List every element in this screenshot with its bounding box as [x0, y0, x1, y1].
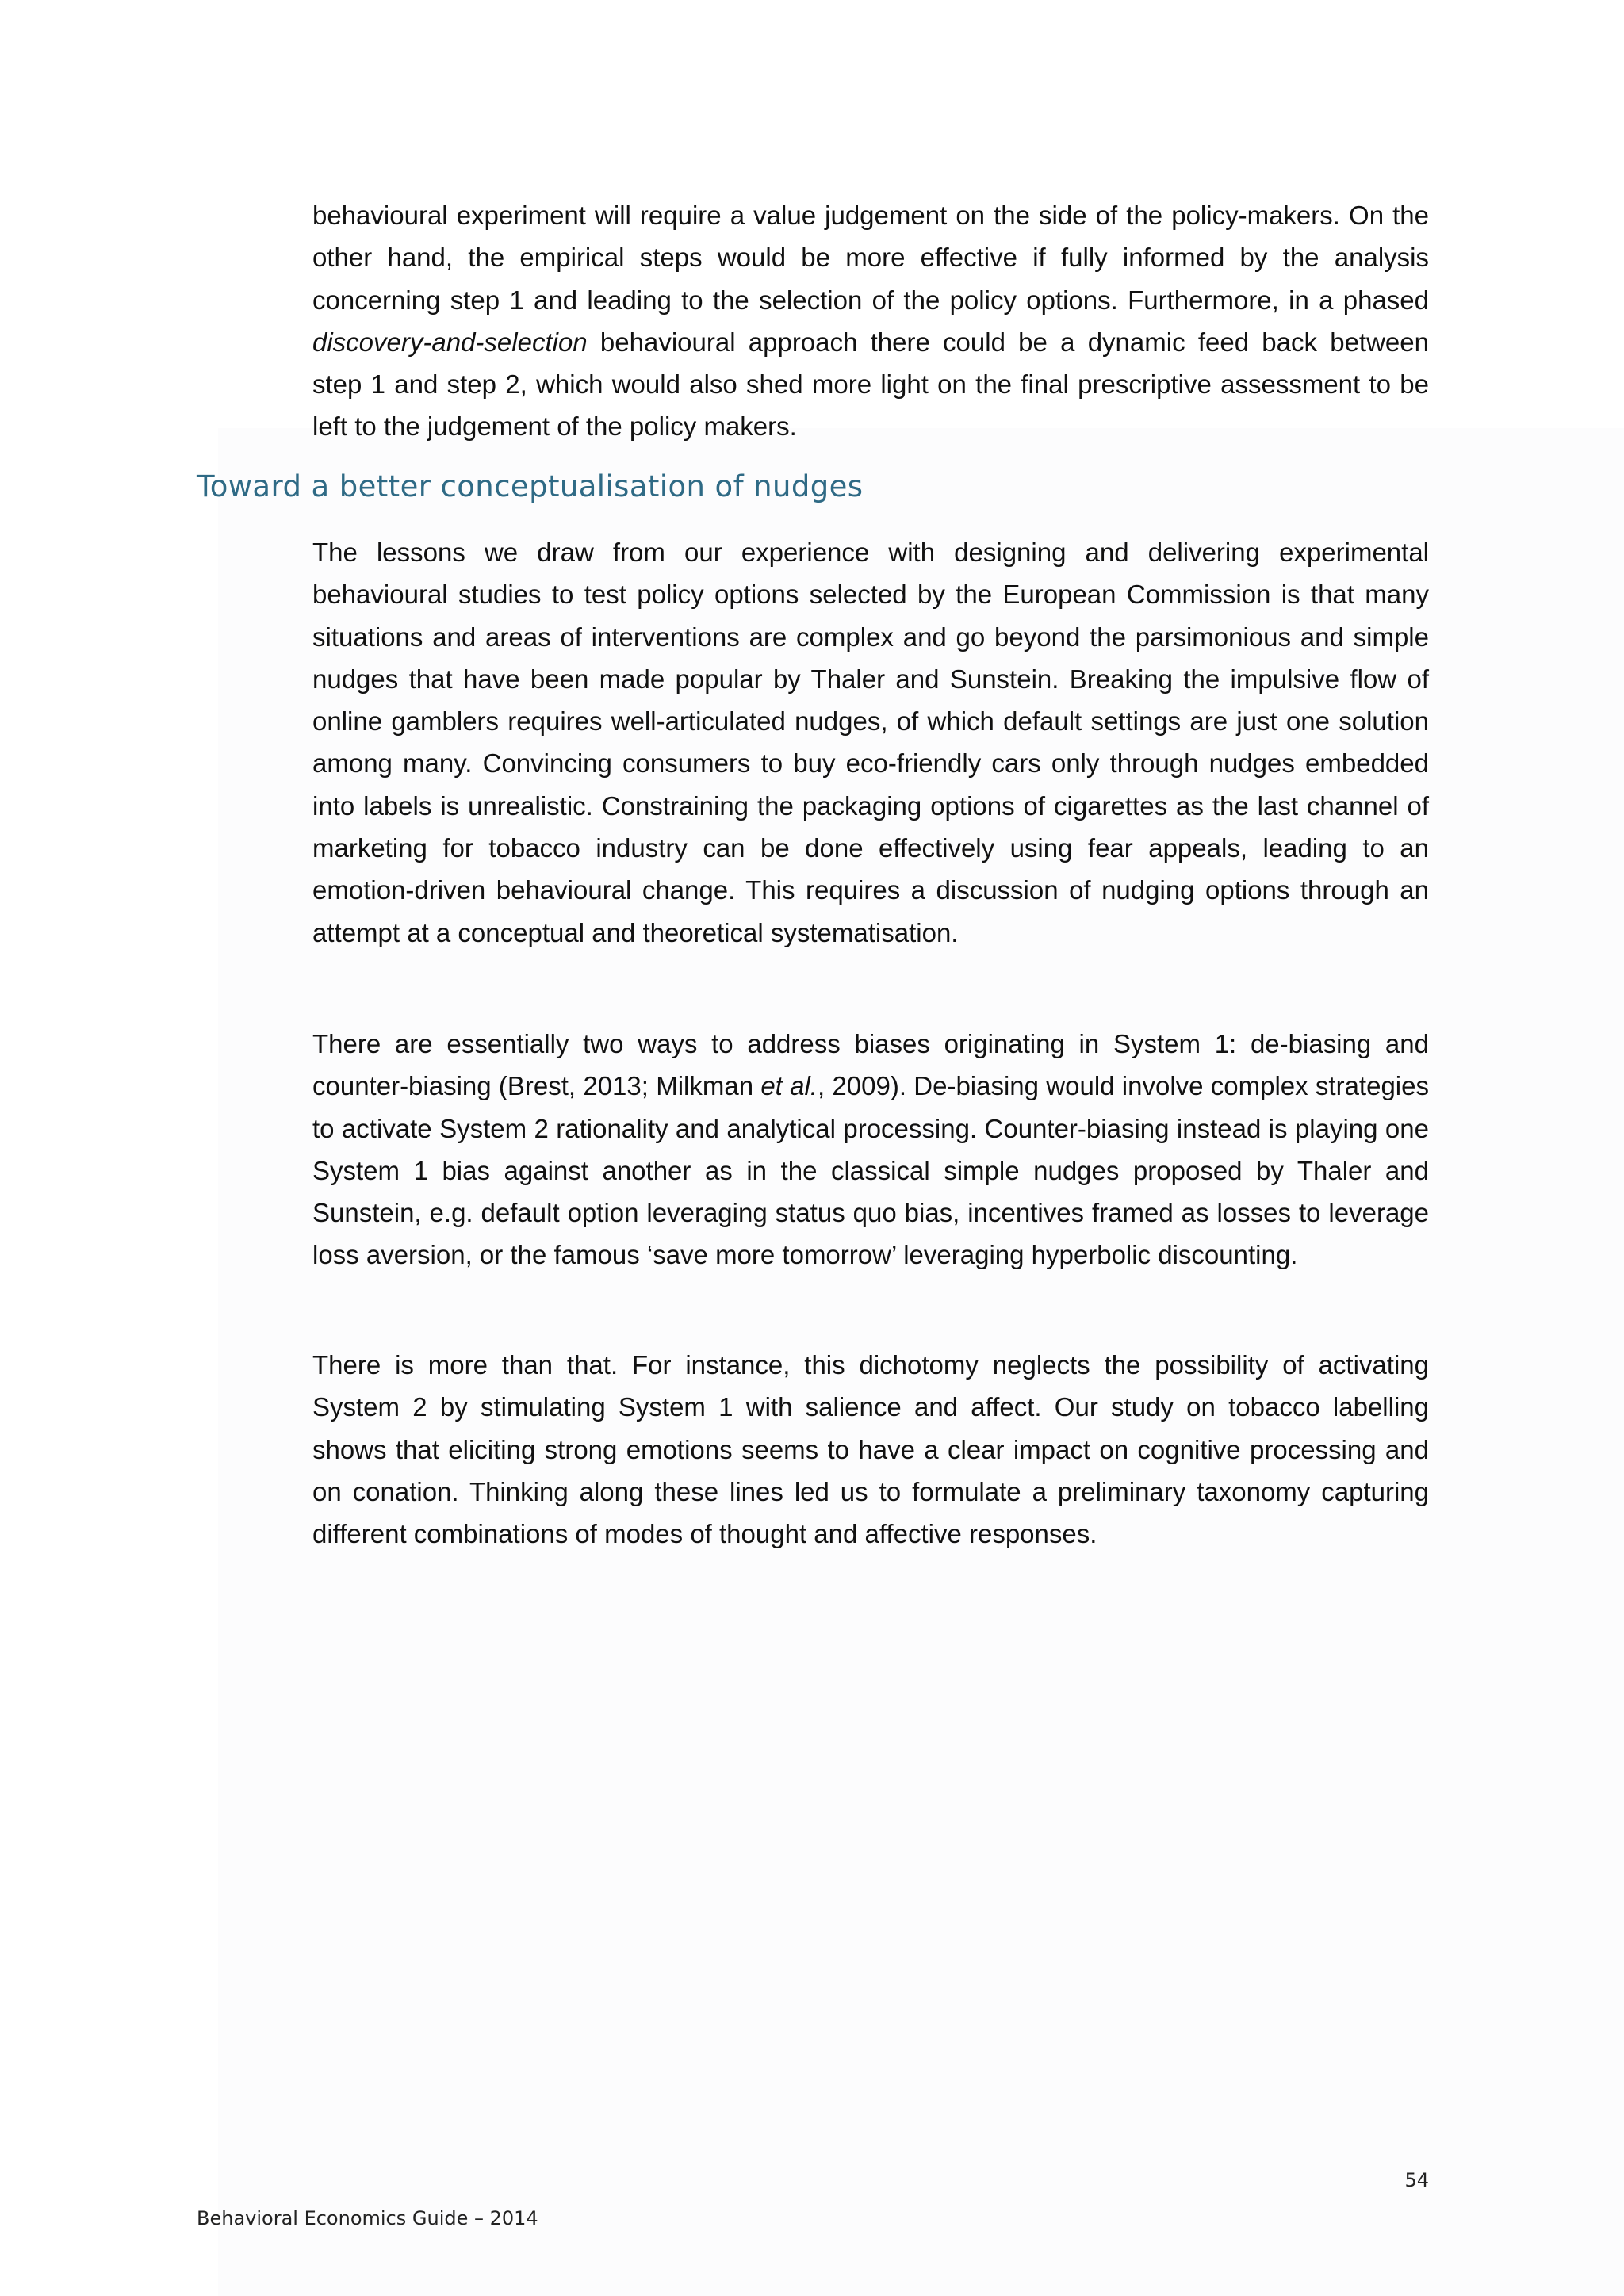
paragraph-lessons: [312, 531, 1429, 954]
paragraph-continuation: [312, 194, 1429, 448]
paragraph-more-text: There is more than that. For instance, this dichotomy neglects the possibility of activating System 2 by stimulating System 1 with salience and affect. Our study on tobacco labelling shows that eliciting strong emotions seems to have a clear impact on cognitive processing and on conation. Thinking along these lines led us to formulate a preliminary taxonomy capturing different combinations of modes of thought and affective responses.: [312, 1350, 1429, 1549]
footer-text: Behavioral Economics Guide – 2014: [197, 2207, 538, 2229]
paragraph-lessons-text: The lessons we draw from our experience with designing and delivering experimental behavioural studies to test policy options selected by the European Commission is that many situations and areas of interventions are complex and go beyond the parsimonious and simple nudges that have been made popular by Thaler and Sunstein. Breaking the impulsive flow of online gamblers requires well-articulated nudges, of which default settings are just one solution among many. Convincing consumers to buy eco-friendly cars only through nudges embedded into labels is unrealistic. Constraining the packaging options of cigarettes as the last channel of marketing for tobacco industry can be done effectively using fear appeals, leading to an emotion-driven behavioural change. This requires a discussion of nudging options through an attempt at a conceptual and theoretical systematisation.: [312, 538, 1429, 947]
page-number: 54: [1404, 2169, 1429, 2191]
paragraph-biases: [312, 1023, 1429, 1276]
paragraph-continuation-text-b: behavioural approach there could be a dynamic feed back between step 1 and step 2, which would also shed more light on the final prescriptive assessment to be left to the judgement of the policy makers.: [312, 327, 1429, 442]
section-heading: Toward a better conceptualisation of nudges: [197, 469, 864, 503]
paragraph-biases-text-a: There are essentially two ways to address biases originating in System 1: de-biasing and counter-biasing (Brest, 2013; Milkman: [312, 1029, 1429, 1101]
paragraph-biases-emphasis: et al.: [760, 1071, 818, 1101]
paragraph-biases-text-b: , 2009). De-biasing would involve complex strategies to activate System 2 rationality and analytical processing. Counter-biasing instead is playing one System 1 bias against another as in the classical simple nudges proposed by Thaler and Sunstein, e.g. default option leveraging status quo bias, incentives framed as losses to leverage loss aversion, or the famous ‘save more tomorrow’ leveraging hyperbolic discounting.: [312, 1071, 1429, 1270]
paragraph-continuation-emphasis: discovery-and-selection: [312, 327, 588, 357]
paragraph-more: [312, 1344, 1429, 1555]
paragraph-continuation-text-a: behavioural experiment will require a value judgement on the side of the policy-makers. On the other hand, the empirical steps would be more effective if fully informed by the analysis concerning step 1 and leading to the selection of the policy options. Furthermore, in a phased: [312, 201, 1429, 315]
